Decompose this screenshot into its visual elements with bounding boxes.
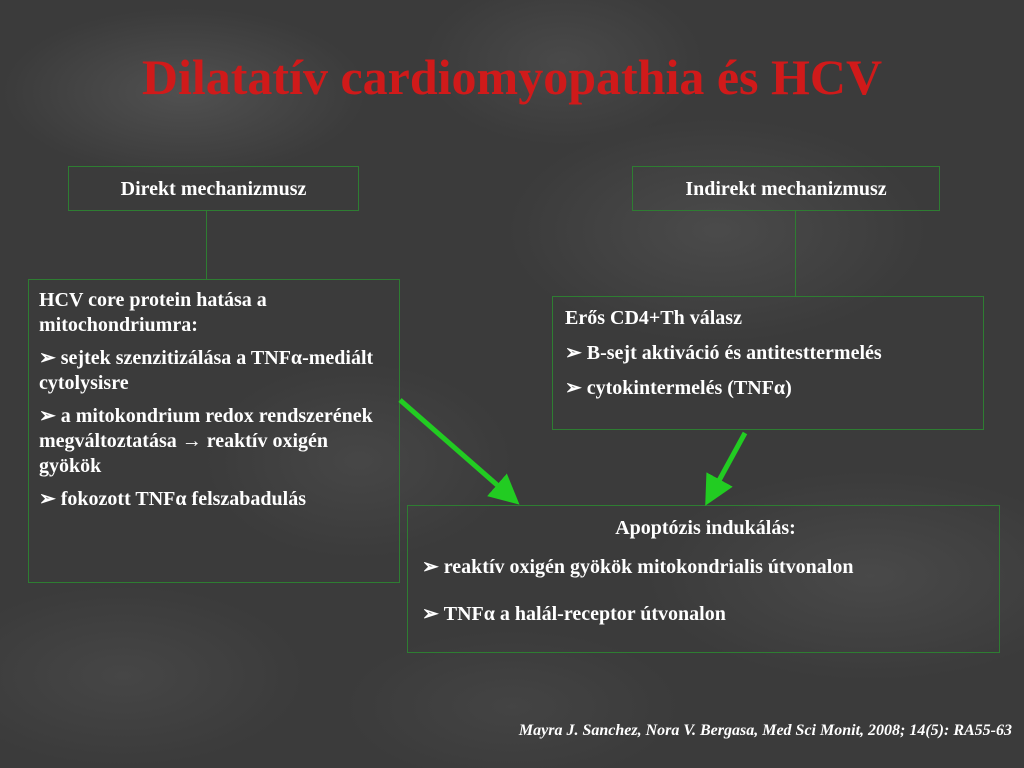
arrow-indirect-to-apoptosis (710, 433, 745, 497)
indirect-mechanism-header-label: Indirekt mechanizmusz (685, 178, 887, 200)
direct-bullet: ➢ a mitokondrium redox rendszerének megváltoztatása → reaktív oxigén gyökök (39, 404, 389, 479)
slide-title: Dilatatív cardiomyopathia és HCV (141, 49, 883, 105)
apoptosis-bullet: ➢ TNFα a halál-receptor útvonalon (422, 602, 989, 627)
direct-bullet: ➢ sejtek szenzitizálása a TNFα-mediált cytolysisre (39, 346, 389, 396)
citation: Mayra J. Sanchez, Nora V. Bergasa, Med Sci Monit, 2008; 14(5): RA55-63 (518, 722, 1012, 739)
indirect-bullet: ➢ cytokintermelés (TNFα) (565, 376, 973, 401)
direct-intro: HCV core protein hatása a mitochondriumra: (39, 289, 267, 336)
direct-mechanism-header-label: Direkt mechanizmusz (120, 178, 307, 200)
arrow-direct-to-apoptosis (400, 400, 512, 498)
indirect-intro: Erős CD4+Th válasz (565, 307, 742, 329)
indirect-bullet: ➢ B-sejt aktiváció és antitesttermelés (565, 341, 973, 366)
apoptosis-header: Apoptózis indukálás: (615, 517, 796, 539)
direct-bullet: ➢ fokozott TNFα felszabadulás (39, 487, 389, 512)
apoptosis-bullet: ➢ reaktív oxigén gyökök mitokondrialis útvonalon (422, 555, 989, 580)
